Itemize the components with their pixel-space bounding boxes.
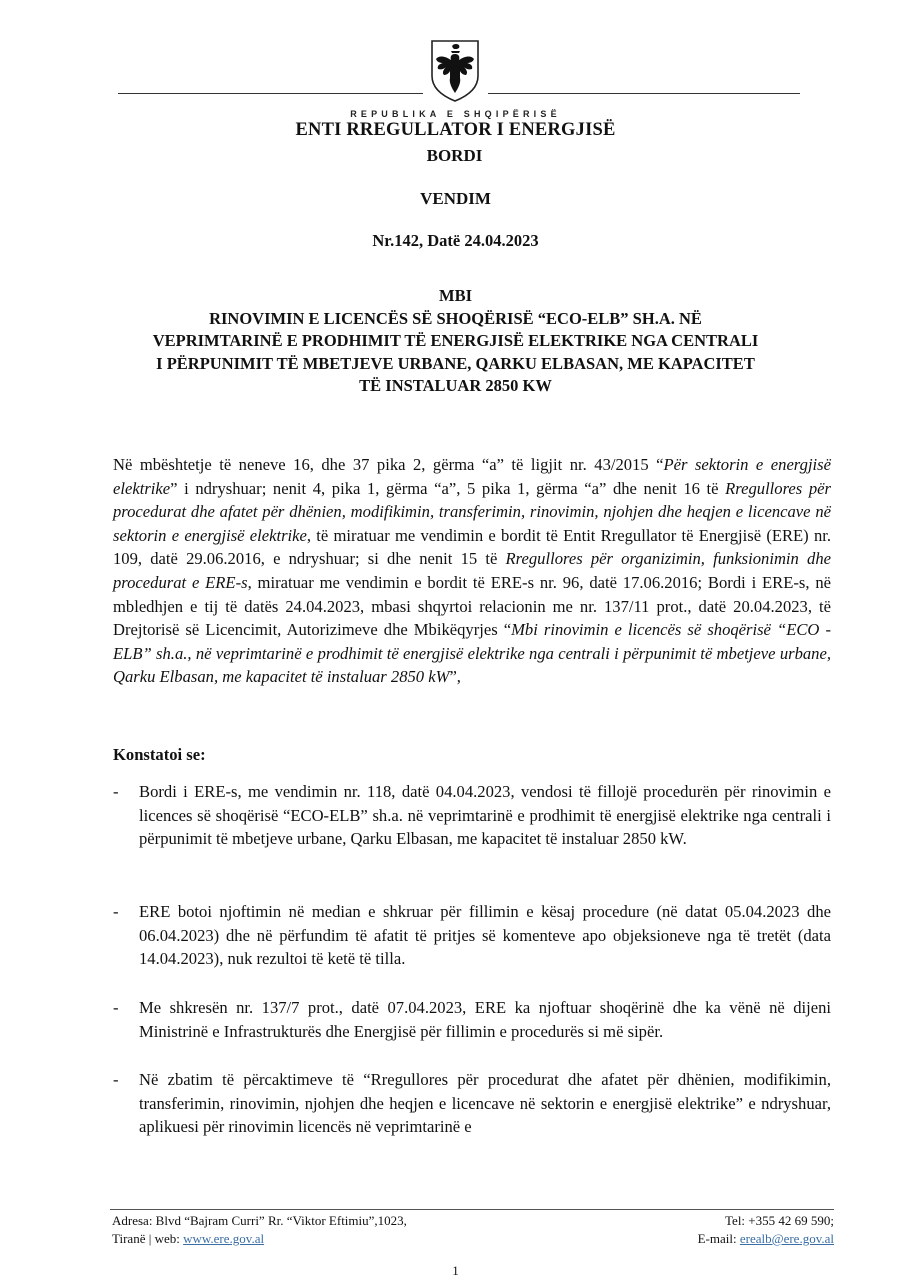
board-text: BORDI xyxy=(426,146,483,165)
regulation-title: Rregullores për organizimin, funksionimin dhe procedurat e ERE-s xyxy=(113,549,831,592)
bullet-dash: - xyxy=(113,902,119,921)
email-label: E-mail: xyxy=(697,1231,740,1246)
title-line: I PËRPUNIMIT TË MBETJEVE URBANE, QARKU ELBASAN, ME KAPACITET xyxy=(156,353,755,373)
republic-label: REPUBLIKA E SHQIPËRISË xyxy=(350,109,561,119)
law-title: Për sektorin e energjisë elektrike xyxy=(113,455,831,498)
title-line: TË INSTALUAR 2850 KW xyxy=(359,376,552,395)
finding-item xyxy=(113,1068,831,1139)
phone-number: Tel: +355 42 69 590; xyxy=(725,1213,834,1228)
finding-item xyxy=(113,996,831,1043)
text-run: Në mbështetje të neneve 16, dhe 37 pika 2, gërma “a” të ligjit nr. 43/2015 “ xyxy=(113,455,664,474)
email-link[interactable]: erealb@ere.gov.al xyxy=(739,1231,834,1246)
footer-contact xyxy=(698,1212,834,1248)
findings-heading: Konstatoi se: xyxy=(113,745,206,764)
finding-text: Në zbatim të përcaktimeve të “Rregullores për procedurat dhe afatet për dhënien, modifikimin, transferimin, rinovimin, njohjen dhe heqjen e licencave në sektorin e energjisë elektrike” e ndryshuar, aplikuesi për rinovimin licencës në veprimtarinë e xyxy=(139,1070,831,1137)
text-run: ”, xyxy=(449,667,461,687)
title-line: MBI xyxy=(439,286,472,305)
bullet-dash: - xyxy=(113,1070,119,1089)
address-city: Tiranë | web: xyxy=(112,1231,184,1246)
report-title: Mbi rinovimin e licencës së shoqërisë “ECO - ELB” sh.a., në veprimtarinë e prodhimit të energjisë elektrike nga centrali i përpunimit të mbetjeve urbane, Qarku Elbasan, me kapacitet të instaluar 2850 kW xyxy=(113,620,831,687)
finding-text: Bordi i ERE-s, me vendimin nr. 118, datë 04.04.2023, vendosi të fillojë procedurën për rinovimin e licences së shoqërisë “ECO-ELB” sh.a. në veprimtarinë e prodhimit të energjisë elektrike nga centrali i përpunimit të mbetjeve urbane, Qarku Elbasan, me kapacitet të instaluar 2850 kW. xyxy=(139,782,831,849)
regulation-title: Rregullores për procedurat dhe afatet për dhënien, modifikimin, transferimin, rinovimin, njohjen dhe heqjen e licencave në sektorin e energjisë elektrike xyxy=(113,478,831,545)
address-line: Adresa: Blvd “Bajram Curri” Rr. “Viktor Eftimiu”,1023, xyxy=(112,1213,407,1228)
finding-text: Me shkresën nr. 137/7 prot., datë 07.04.2023, ERE ka njoftuar shoqërinë dhe ka vënë në dijeni Ministrinë e Infrastrukturës dhe Energjisë për fillimin e procedurës si më sipër. xyxy=(139,998,831,1041)
address-line-2 xyxy=(112,1230,407,1248)
header-rule-right xyxy=(488,93,800,94)
text-run: , miratuar me vendimin e bordit të ERE-s nr. 96, datë 17.06.2016; Bordi i ERE-s, në mbledhjen e tij të datës 24.04.2023, mbasi shqyrtoi relacionin me nr. 137/11 prot., datë 20.04.2023, të Drejtorisë së Licencimit, Autorizimeve dhe Mbikëqyrjes “ xyxy=(113,572,831,640)
legal-basis-paragraph xyxy=(113,453,831,689)
board-label xyxy=(0,146,911,166)
decision-type: VENDIM xyxy=(420,189,491,208)
decision-number-date: Nr.142, Datë 24.04.2023 xyxy=(372,231,539,250)
text-run: ” i ndryshuar; nenit 4, pika 1, gërma “a”, 5 pika 1, gërma “a” dhe nenit 16 të xyxy=(170,478,726,498)
footer-rule xyxy=(110,1209,834,1210)
finding-item xyxy=(113,780,831,851)
title-line: VEPRIMTARINË E PRODHIMIT TË ENERGJISË ELEKTRIKE NGA CENTRALI xyxy=(152,331,759,350)
finding-text: ERE botoi njoftimin në median e shkruar për fillimin e kësaj procedure (në datat 05.04.2023 dhe 06.04.2023) dhe në përfundim të afatit të pritjes së komenteve apo objeksioneve nga të tretët (data 14.04.2023), nuk rezultoi të ketë të tilla. xyxy=(139,902,831,969)
title-line: RINOVIMIN E LICENCËS SË SHOQËRISË “ECO-ELB” SH.A. NË xyxy=(209,308,702,328)
finding-item xyxy=(113,900,831,971)
bullet-dash: - xyxy=(113,998,119,1017)
text-run: , të miratuar me vendimin e bordit të Entit Rregullator të Energjisë (ERE) nr. 109, datë 29.06.2016, e ndryshuar; si dhe nenit 15 të xyxy=(113,525,832,569)
email-line xyxy=(698,1230,834,1248)
page-number: 1 xyxy=(452,1263,459,1278)
decision-title xyxy=(120,285,791,398)
institution-name: ENTI RREGULLATOR I ENERGJISË xyxy=(295,120,616,140)
website-link[interactable]: www.ere.gov.al xyxy=(183,1231,265,1246)
footer-address xyxy=(112,1212,407,1248)
coat-of-arms-icon xyxy=(429,38,481,102)
bullet-dash: - xyxy=(113,782,119,801)
header-rule-left xyxy=(118,93,423,94)
